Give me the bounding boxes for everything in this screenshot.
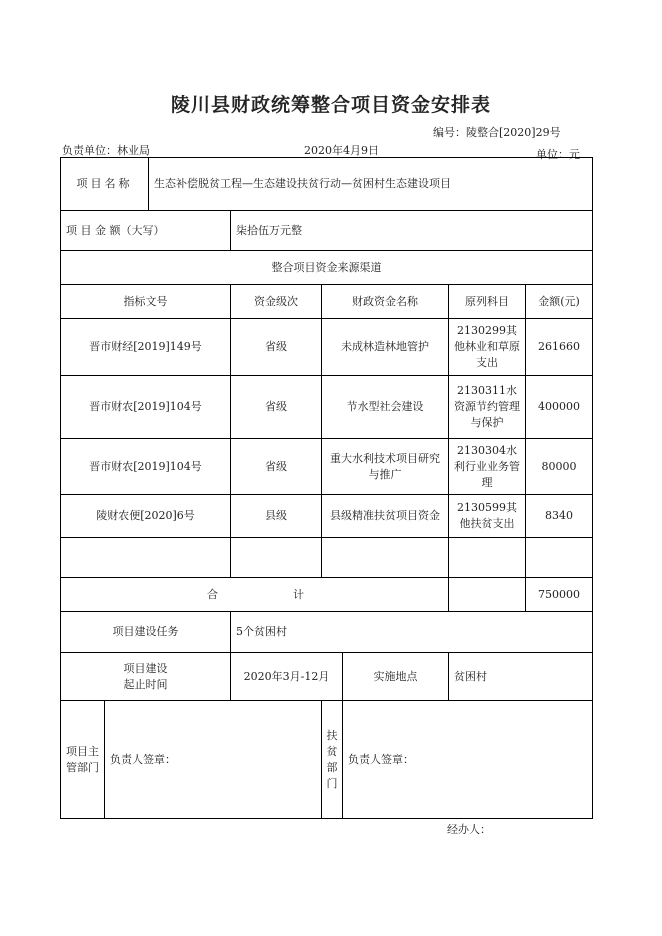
project-name-label: 项目名称 <box>61 158 149 211</box>
total-value: 750000 <box>526 578 593 612</box>
empty-cell <box>449 578 526 612</box>
location-label: 实施地点 <box>343 653 449 701</box>
table-row-fund: 县级精准扶贫项目资金 <box>322 495 449 538</box>
table-row-level: 省级 <box>231 319 322 376</box>
column-header-amount: 金额(元) <box>526 285 593 319</box>
table-row-amount: 80000 <box>526 439 593 495</box>
project-amount-label: 项 目 金 额（大写） <box>61 211 231 251</box>
column-header-subject: 原列科目 <box>449 285 526 319</box>
construction-period-label-line2: 起止时间 <box>123 677 168 691</box>
project-amount-value: 柒拾伍万元整 <box>231 211 593 251</box>
empty-cell <box>231 538 322 578</box>
empty-cell <box>61 538 231 578</box>
project-name-value: 生态补偿脱贫工程—生态建设扶贫行动—贫困村生态建设项目 <box>149 158 593 211</box>
table-row-amount: 8340 <box>526 495 593 538</box>
construction-period-label-line1: 项目建设 <box>123 661 168 675</box>
task-value: 5个贫困村 <box>231 612 593 653</box>
table-row-level: 县级 <box>231 495 322 538</box>
column-header-fund: 财政资金名称 <box>322 285 449 319</box>
report-date: 2020年4月9日 <box>304 144 379 157</box>
table-row-fund: 未成林造林地管护 <box>322 319 449 376</box>
page-title: 陵川县财政统筹整合项目资金安排表 <box>170 94 491 116</box>
table-row-doc: 晋市财农[2019]104号 <box>61 376 231 439</box>
responsible-unit: 负责单位：林业局 <box>62 144 150 157</box>
total-label <box>61 578 449 612</box>
table-row-level: 省级 <box>231 439 322 495</box>
table-row-fund: 节水型社会建设 <box>322 376 449 439</box>
empty-cell <box>449 538 526 578</box>
total-label-he: 合 <box>207 587 218 601</box>
dept-label: 项目主管部门 <box>61 701 105 819</box>
table-row-subject: 2130599其他扶贫支出 <box>449 495 526 538</box>
funding-section-title: 整合项目资金来源渠道 <box>61 251 593 285</box>
table-row-doc: 晋市财经[2019]149号 <box>61 319 231 376</box>
total-label-ji: 计 <box>293 587 304 601</box>
empty-cell <box>526 538 593 578</box>
empty-cell <box>322 538 449 578</box>
column-header-level: 资金级次 <box>231 285 322 319</box>
table-row-doc: 晋市财农[2019]104号 <box>61 439 231 495</box>
table-row-subject: 2130299其他林业和草原支出 <box>449 319 526 376</box>
currency-unit: 单位：元 <box>536 148 580 161</box>
poverty-dept-signature: 负责人签章： <box>343 701 593 819</box>
column-header-doc: 指标文号 <box>61 285 231 319</box>
funding-table <box>60 157 593 819</box>
table-row-level: 省级 <box>231 376 322 439</box>
construction-period-value: 2020年3月-12月 <box>231 653 343 701</box>
document-number: 编号：陵整合[2020]29号 <box>433 126 561 139</box>
handler-label: 经办人： <box>447 823 491 836</box>
table-row-fund: 重大水利技术项目研究与推广 <box>322 439 449 495</box>
table-row-doc: 陵财农便[2020]6号 <box>61 495 231 538</box>
table-row-subject: 2130311水资源节约管理与保护 <box>449 376 526 439</box>
table-row-amount: 400000 <box>526 376 593 439</box>
table-row-subject: 2130304水利行业业务管理 <box>449 439 526 495</box>
task-label: 项目建设任务 <box>61 612 231 653</box>
dept-signature: 负责人签章： <box>105 701 322 819</box>
table-row-amount: 261660 <box>526 319 593 376</box>
location-value: 贫困村 <box>449 653 593 701</box>
poverty-dept-label: 扶贫部门 <box>322 701 343 819</box>
construction-period-label <box>61 653 231 701</box>
